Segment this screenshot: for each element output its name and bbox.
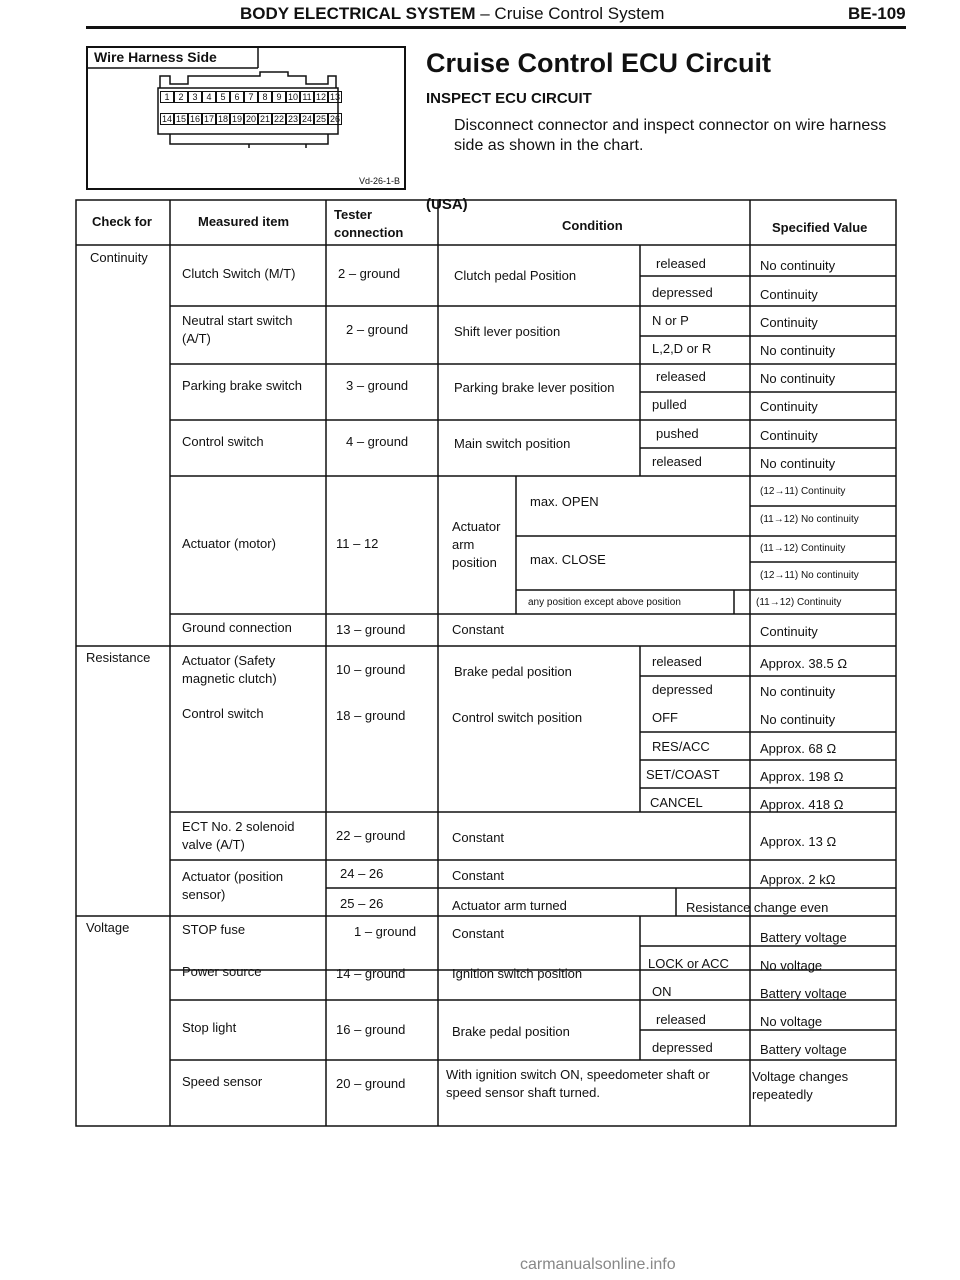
table-row-item: Actuator (motor) (182, 536, 276, 551)
table-row-item: Ground connection (182, 620, 292, 635)
pin-label: 12 (315, 92, 326, 102)
state-label: RES/ACC (652, 739, 710, 754)
header-measured-item: Measured item (198, 214, 290, 229)
table-row-item: ECT No. 2 solenoid valve (A/T) (182, 819, 295, 852)
specified-value: Voltage changes repeatedly (752, 1069, 849, 1102)
table-row-condition: Actuator arm turned (452, 898, 567, 913)
pin-label: 15 (175, 114, 186, 124)
table-row-tester: 24 – 26 (340, 866, 384, 881)
figure-reference: Vd-26-1-B (358, 176, 400, 186)
header-section: BODY ELECTRICAL SYSTEM (240, 4, 476, 23)
state-label: max. OPEN (530, 494, 599, 509)
pin-label: 18 (217, 114, 228, 124)
state-label: pulled (652, 397, 687, 412)
specified-value: (12→11) Continuity (760, 486, 846, 497)
specified-value: Continuity (760, 287, 818, 302)
state-label: depressed (652, 285, 713, 300)
state-label: LOCK or ACC (648, 956, 729, 971)
state-label: OFF (652, 710, 678, 725)
pin-label: 26 (329, 114, 340, 124)
pin-label: 4 (202, 91, 216, 103)
specified-value: No voltage (760, 958, 823, 973)
table-row-tester: 10 – ground (336, 662, 406, 677)
state-label: L,2,D or R (652, 341, 712, 356)
pin-label: 13 (329, 92, 340, 102)
table-row-item: Neutral start switch (A/T) (182, 313, 293, 346)
specified-value: Approx. 38.5 Ω (760, 656, 848, 671)
table-row-condition: Constant (452, 868, 505, 883)
table-row-item: Speed sensor (182, 1074, 263, 1089)
pin-label: 1 (160, 91, 174, 103)
state-label: N or P (652, 313, 689, 328)
specified-value: Battery voltage (760, 930, 847, 945)
table-row-tester: 16 – ground (336, 1022, 406, 1037)
state-label: max. CLOSE (530, 552, 606, 567)
pin-label: 24 (301, 114, 312, 124)
instruction-text: Disconnect connector and inspect connector on wire harness side as shown in the chart. (454, 117, 887, 154)
table-row-tester: 22 – ground (336, 828, 406, 843)
specified-value: No voltage (760, 1014, 823, 1029)
table-row-item: Stop light (182, 1020, 237, 1035)
specified-value: Approx. 418 Ω (760, 797, 844, 812)
state-label: pushed (656, 426, 699, 441)
region-label: (USA) (426, 196, 468, 213)
table-row-condition: Control switch position (452, 710, 583, 725)
state-label: depressed (652, 1040, 713, 1055)
footer-watermark: carmanualsonline.info (520, 1256, 676, 1273)
table-row-condition: With ignition switch ON, speedometer shaft or speed sensor shaft turned. (446, 1067, 710, 1100)
table-row-condition: Brake pedal position (454, 664, 572, 679)
table-row-tester: 14 – ground (336, 966, 406, 981)
header-tester-connection: Tester connection (334, 207, 404, 240)
page-title: Cruise Control ECU Circuit (426, 48, 772, 78)
table-row-item: Control switch (182, 706, 264, 721)
table-row-tester: 1 – ground (354, 924, 417, 939)
section-subtitle: INSPECT ECU CIRCUIT (426, 90, 592, 107)
table-row-tester: 2 – ground (338, 266, 401, 281)
pin-label: 25 (315, 114, 326, 124)
pin-label: 20 (245, 114, 256, 124)
table-row-item: Actuator (Safety magnetic clutch) (182, 653, 277, 686)
pin-label: 6 (230, 91, 244, 103)
state-label: any position except above position (528, 597, 681, 608)
table-row-item: Control switch (182, 434, 264, 449)
table-row-condition: Ignition switch position (452, 966, 583, 981)
specified-value: Resistance change even (686, 900, 829, 915)
pin-label: 5 (216, 91, 230, 103)
specified-value: No continuity (760, 343, 836, 358)
table-row-item: STOP fuse (182, 922, 246, 937)
header-subsection: Cruise Control System (494, 4, 665, 23)
table-row-item: Power source (182, 964, 262, 979)
group-resistance: Resistance (86, 650, 151, 665)
table-row-condition: Brake pedal position (452, 1024, 570, 1039)
state-label: released (652, 654, 702, 669)
table-row-tester: 20 – ground (336, 1076, 406, 1091)
specified-value: Approx. 68 Ω (760, 741, 837, 756)
specified-value: Approx. 198 Ω (760, 769, 844, 784)
pin-label: 3 (188, 91, 202, 103)
pin-label: 14 (161, 114, 172, 124)
table-row-condition: Constant (452, 926, 505, 941)
pin-label: 9 (272, 91, 286, 103)
header-specified-value: Specified Value (772, 220, 868, 235)
pin-label: 11 (300, 91, 314, 103)
state-label: depressed (652, 682, 713, 697)
wire-harness-title: Wire Harness Side (94, 49, 217, 65)
specified-value: (11→12) Continuity (760, 543, 846, 554)
specified-value: (11→12) No continuity (760, 514, 859, 525)
table-row-condition: Constant (452, 830, 505, 845)
table-row-tester: 13 – ground (336, 622, 406, 637)
header-check-for: Check for (92, 214, 152, 229)
table-row-tester: 3 – ground (346, 378, 409, 393)
table-row-tester: 25 – 26 (340, 896, 384, 911)
group-continuity: Continuity (90, 250, 148, 265)
table-row-tester: 2 – ground (346, 322, 409, 337)
specified-value: Battery voltage (760, 1042, 847, 1057)
state-label: ON (652, 984, 672, 999)
pin-label: 23 (287, 114, 298, 124)
state-label: released (652, 454, 702, 469)
state-label: SET/COAST (646, 767, 720, 782)
specified-value: No continuity (760, 684, 836, 699)
specified-value: No continuity (760, 456, 836, 471)
table-row-item: Clutch Switch (M/T) (182, 266, 296, 281)
table-row-item: Actuator (position sensor) (182, 869, 284, 902)
pin-label: 22 (273, 114, 284, 124)
pin-label: 7 (244, 91, 258, 103)
table-row-tester: 18 – ground (336, 708, 406, 723)
specified-value: Approx. 13 Ω (760, 834, 837, 849)
specified-value: Battery voltage (760, 986, 847, 1001)
specified-value: Continuity (760, 399, 818, 414)
pin-label: 16 (189, 114, 200, 124)
pin-label: 2 (174, 91, 188, 103)
table-row-condition: Actuator arm position (452, 519, 501, 570)
specified-value: (12→11) No continuity (760, 570, 859, 581)
pin-label: 17 (203, 114, 214, 124)
table-row-condition: Parking brake lever position (454, 380, 615, 395)
specified-value: (11→12) Continuity (756, 597, 842, 608)
table-row-condition: Clutch pedal Position (454, 268, 577, 283)
pin-label: 19 (231, 114, 242, 124)
specified-value: No continuity (760, 258, 836, 273)
table-row-condition: Main switch position (454, 436, 571, 451)
pin-label: 10 (287, 92, 298, 102)
table-row-tester: 4 – ground (346, 434, 409, 449)
specified-value: Continuity (760, 624, 818, 639)
state-label: released (656, 1012, 706, 1027)
pin-label: 21 (259, 114, 270, 124)
state-label: released (656, 256, 706, 271)
table-row-condition: Shift lever position (454, 324, 561, 339)
state-label: released (656, 369, 706, 384)
pin-label: 8 (258, 91, 272, 103)
group-voltage: Voltage (86, 920, 130, 935)
specified-value: No continuity (760, 712, 836, 727)
table-row-item: Parking brake switch (182, 378, 302, 393)
table-row-condition: Constant (452, 622, 505, 637)
header-condition: Condition (562, 218, 623, 233)
specified-value: No continuity (760, 371, 836, 386)
state-label: CANCEL (650, 795, 703, 810)
specified-value: Approx. 2 kΩ (760, 872, 836, 887)
specified-value: Continuity (760, 428, 818, 443)
header-separator: – (475, 4, 495, 23)
specified-value: Continuity (760, 315, 818, 330)
page-number: BE-109 (848, 4, 906, 23)
table-row-tester: 11 – 12 (336, 536, 379, 551)
